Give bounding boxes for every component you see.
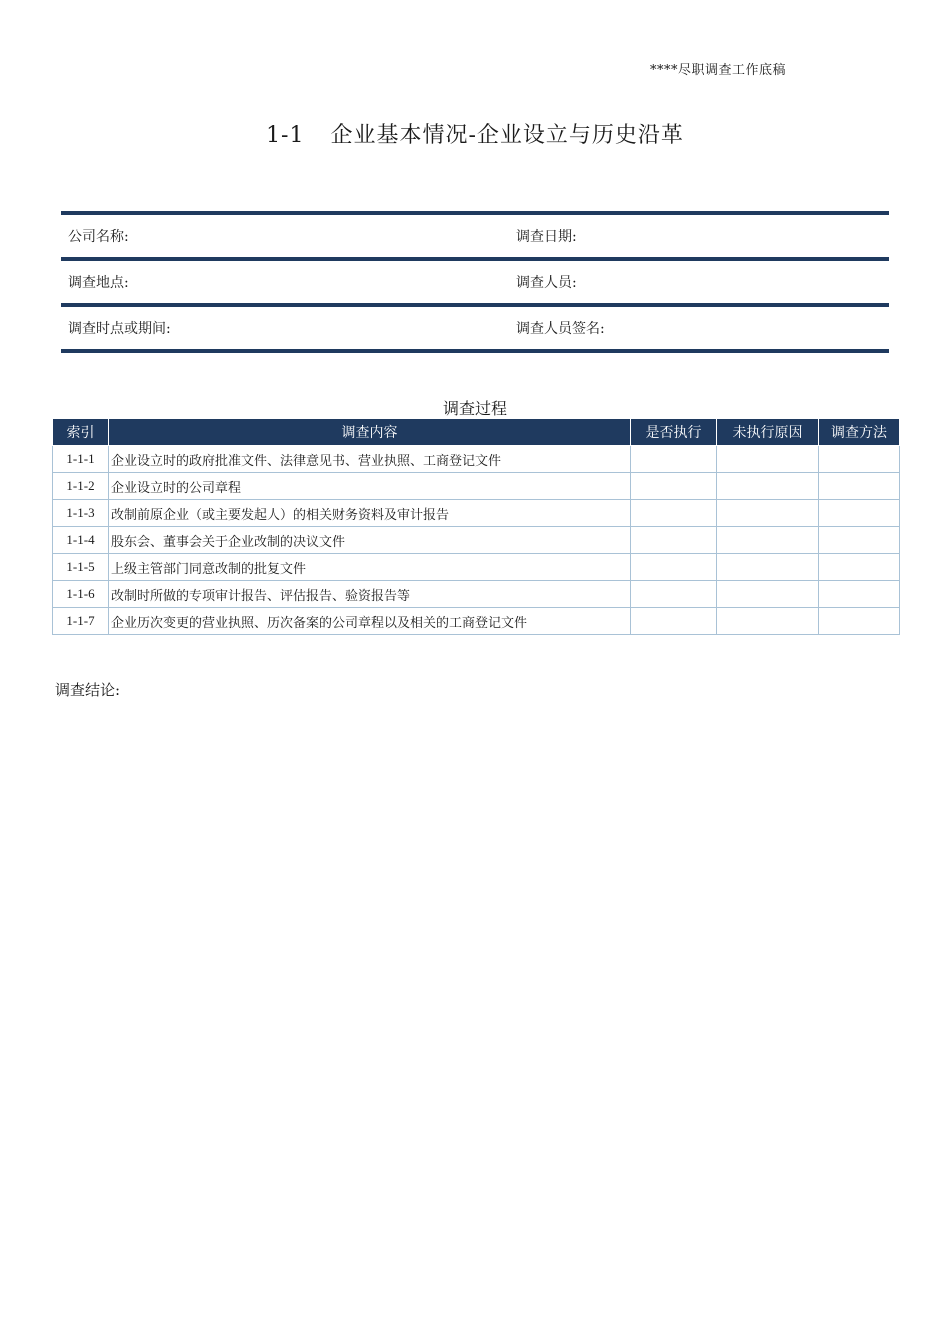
row-index: 1-1-2 <box>53 473 109 500</box>
page-title <box>0 118 950 149</box>
row-reason-cell[interactable] <box>717 527 819 554</box>
process-title: 调查过程 <box>442 399 507 418</box>
table-row <box>53 581 900 608</box>
row-executed-cell[interactable] <box>631 446 717 473</box>
row-reason-cell[interactable] <box>717 554 819 581</box>
info-row-period <box>61 303 889 353</box>
row-method-cell[interactable] <box>819 473 900 500</box>
company-name-label: 公司名称: <box>68 229 129 245</box>
surveyor-label: 调查人员: <box>516 275 577 291</box>
row-executed-cell[interactable] <box>631 473 717 500</box>
table-header-row <box>53 419 900 446</box>
row-method-cell[interactable] <box>819 446 900 473</box>
survey-location-label: 调查地点: <box>68 275 129 291</box>
row-index: 1-1-3 <box>53 500 109 527</box>
table-row <box>53 527 900 554</box>
row-reason-cell[interactable] <box>717 473 819 500</box>
row-content: 企业历次变更的营业执照、历次备案的公司章程以及相关的工商登记文件 <box>109 608 631 635</box>
row-index: 1-1-1 <box>53 446 109 473</box>
row-executed-cell[interactable] <box>631 608 717 635</box>
row-method-cell[interactable] <box>819 581 900 608</box>
surveyor-signature-label: 调查人员签名: <box>516 321 605 337</box>
col-index: 索引 <box>53 419 109 446</box>
row-reason-cell[interactable] <box>717 608 819 635</box>
row-index: 1-1-6 <box>53 581 109 608</box>
table-row <box>53 500 900 527</box>
survey-period-label: 调查时点或期间: <box>68 321 171 337</box>
row-method-cell[interactable] <box>819 500 900 527</box>
row-content: 改制时所做的专项审计报告、评估报告、验资报告等 <box>109 581 631 608</box>
row-content: 企业设立时的政府批准文件、法律意见书、营业执照、工商登记文件 <box>109 446 631 473</box>
row-executed-cell[interactable] <box>631 500 717 527</box>
info-row-location <box>61 257 889 303</box>
row-method-cell[interactable] <box>819 527 900 554</box>
process-table <box>52 418 900 635</box>
row-content: 上级主管部门同意改制的批复文件 <box>109 554 631 581</box>
row-executed-cell[interactable] <box>631 581 717 608</box>
row-method-cell[interactable] <box>819 608 900 635</box>
col-content: 调查内容 <box>109 419 631 446</box>
table-row <box>53 446 900 473</box>
table-row <box>53 554 900 581</box>
row-content: 改制前原企业（或主要发起人）的相关财务资料及审计报告 <box>109 500 631 527</box>
row-executed-cell[interactable] <box>631 554 717 581</box>
info-row-company <box>61 211 889 257</box>
survey-date-label: 调查日期: <box>516 229 577 245</box>
col-not-executed-reason: 未执行原因 <box>717 419 819 446</box>
row-index: 1-1-7 <box>53 608 109 635</box>
info-block <box>61 211 889 353</box>
row-reason-cell[interactable] <box>717 581 819 608</box>
row-index: 1-1-5 <box>53 554 109 581</box>
row-reason-cell[interactable] <box>717 446 819 473</box>
table-row <box>53 473 900 500</box>
row-reason-cell[interactable] <box>717 500 819 527</box>
title-text: 企业基本情况-企业设立与历史沿革 <box>330 123 684 148</box>
row-method-cell[interactable] <box>819 554 900 581</box>
conclusion-label: 调查结论: <box>55 681 121 699</box>
row-executed-cell[interactable] <box>631 527 717 554</box>
row-content: 企业设立时的公司章程 <box>109 473 631 500</box>
header-note: ****尽职调查工作底稿 <box>650 63 787 78</box>
col-executed: 是否执行 <box>631 419 717 446</box>
title-number: 1-1 <box>266 123 305 148</box>
row-index: 1-1-4 <box>53 527 109 554</box>
col-method: 调查方法 <box>819 419 900 446</box>
table-row <box>53 608 900 635</box>
row-content: 股东会、董事会关于企业改制的决议文件 <box>109 527 631 554</box>
